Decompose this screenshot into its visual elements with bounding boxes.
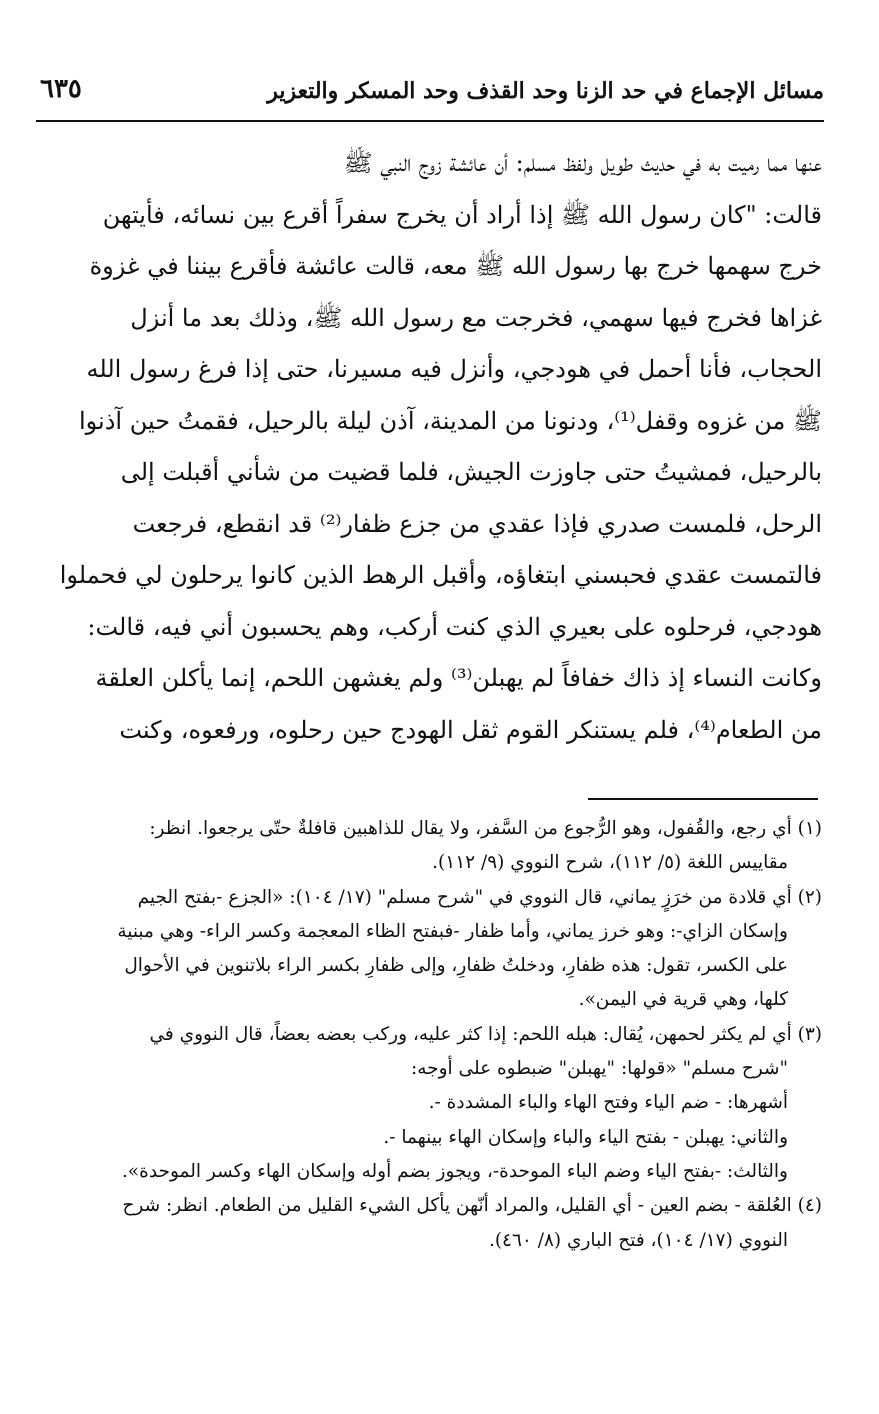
footnote-line: "شرح مسلم" «قولها: "يهبلن" ضبطوه على أوجه: (410, 1058, 788, 1080)
footnote-line: والثاني: يهبلن - بفتح الياء والباء وإسكان الهاء بينهما -. (383, 1126, 788, 1148)
footnote-line: على الكسر، تقول: هذه ظفارِ، ودخلتُ ظفارِ، وإلى ظفارِ بكسر الراء بلاتنوين في الأحوال (124, 955, 788, 977)
footnote-line: النووي (١٧/ ١٠٤)، فتح الباري (٨/ ٤٦٠). (488, 1229, 788, 1251)
footnote-line: (٢) أي قلادة من خرَزٍ يماني، قال النووي في "شرح مسلم" (١٧/ ١٠٤): «الجزع -بفتح الجيم (137, 886, 822, 908)
footnote-line: وإسكان الزاي-: وهو خرز يماني، وأما ظفار -فبفتح الظاء المعجمة وكسر الراء- وهي مبنية (117, 920, 788, 942)
text-line: قالت: "كان رسول الله ﷺ إذا أراد أن يخرج سفراً أقرع بين نسائه، فأيتهن (102, 200, 822, 229)
text-line: ﷺ من غزوه وقفل⁽¹⁾، ودنونا من المدينة، آذن ليلة بالرحيل، فقمتُ حين آذنوا (78, 406, 822, 435)
footnote-4 (40, 1189, 822, 1258)
main-text (46, 138, 822, 756)
footnote-3 (40, 1018, 822, 1189)
page-number: ٦٣٥ (40, 74, 82, 104)
running-title: مسائل الإجماع في حد الزنا وحد القذف وحد المسكر والتعزير (267, 78, 824, 104)
text-line: بالرحيل، فمشيتُ حتى جاوزت الجيش، فلما قضيت من شأني أقبلت إلى (120, 458, 822, 486)
footnote-line: أشهرها: - ضم الياء وفتح الهاء والباء المشددة -. (428, 1092, 788, 1114)
text-line: فالتمست عقدي فحبسني ابتغاؤه، وأقبل الرهط الذين كانوا يرحلون لي فحملوا (59, 561, 822, 589)
footnote-line: كلها، وهي قرية في اليمن». (578, 989, 788, 1011)
footnote-line: (١) أي رجع، والقُفول، وهو الرُّجوع من السَّفر، ولا يقال للذاهبين قافلةٌ حتّى يرجعوا. انظر: (149, 818, 822, 839)
text-line: الحجاب، فأنا أحمل في هودجي، وأنزل فيه مسيرنا، حتى إذا فرغ رسول الله (86, 355, 822, 383)
footnote-line: (٤) العُلقة - بضم العين - أي القليل، والمراد أنّهن يأكل الشيء القليل من الطعام. انظر: شرح (122, 1195, 822, 1217)
text-line: وكانت النساء إذ ذاك خفافاً لم يهبلن⁽³⁾ ولم يغشهن اللحم، إنما يأكلن العلقة (95, 664, 822, 692)
footnote-separator (588, 798, 818, 800)
text-line: هودجي، فرحلوه على بعيري الذي كنت أركب، وهم يحسبون أني فيه، قالت: (87, 612, 822, 641)
footnote-1 (40, 812, 822, 881)
text-line: من الطعام⁽⁴⁾، فلم يستنكر القوم ثقل الهودج حين رحلوه، ورفعوه، وكنت (119, 715, 822, 744)
footnotes (40, 812, 822, 1258)
footnote-2 (40, 881, 822, 1018)
text-line: الرحل، فلمست صدري فإذا عقدي من جزع ظفار⁽²⁾ قد انقطع، فرجعت (132, 509, 822, 538)
text-line: عنها مما رميت به في حديث طويل ولفظ مسلم: أن عائشة زوج النبي ﷺ (343, 149, 822, 177)
header-rule (36, 120, 824, 122)
text-line: خرج سهمها خرج بها رسول الله ﷺ معه، قالت عائشة فأقرع بيننا في غزوة (89, 252, 822, 280)
footnote-line: (٣) أي لم يكثر لحمهن، يُقال: هبله اللحم: إذا كثر عليه، وركب بعضه بعضاً، قال النووي في (149, 1023, 822, 1045)
footnote-line: والثالث: -بفتح الياء وضم الباء الموحدة-، ويجوز بضم أوله وإسكان الهاء وكسر الموحدة». (121, 1160, 788, 1182)
page-header (38, 70, 824, 116)
text-line: غزاها فخرج فيها سهمي، فخرجت مع رسول الله ﷺ، وذلك بعد ما أنزل (130, 303, 822, 332)
footnote-line: مقاييس اللغة (٥/ ١١٢)، شرح النووي (٩/ ١١٢). (432, 852, 788, 874)
